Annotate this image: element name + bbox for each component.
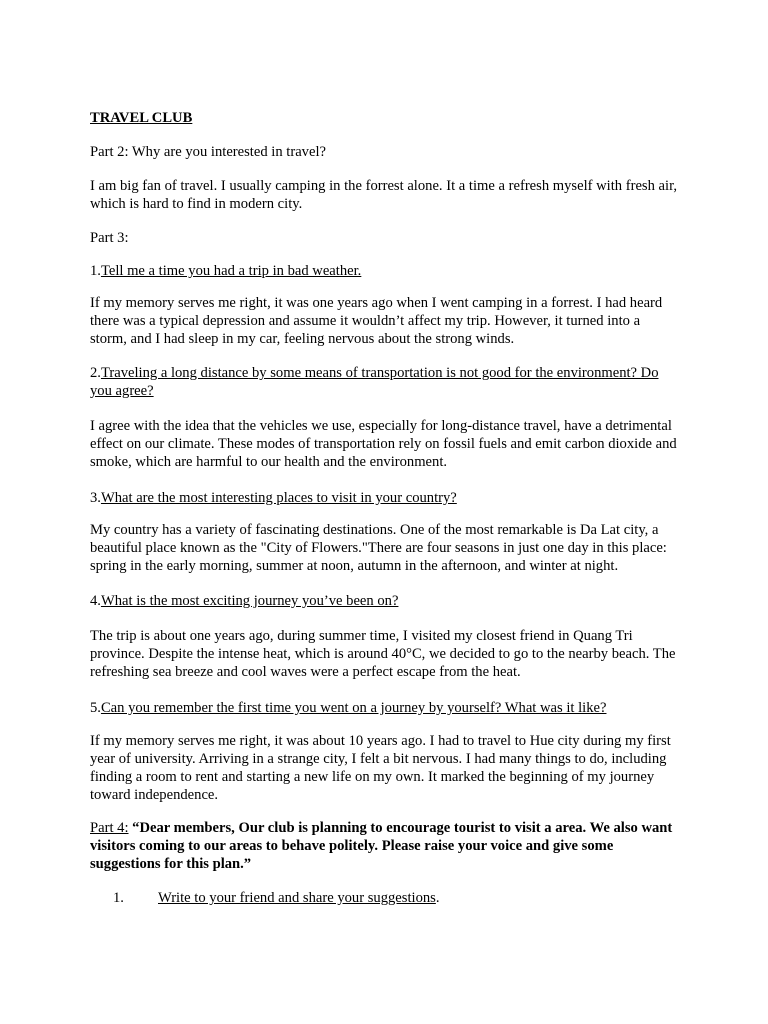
q3-number: 3. (90, 490, 101, 506)
part3-heading: Part 3: (90, 230, 129, 246)
q2-number: 2. (90, 365, 101, 381)
part4-task-text: Write to your friend and share your suggestions (158, 890, 436, 906)
part4-prompt-text: “Dear members, Our club is planning to encourage tourist to visit a area. We also want visitors coming to our areas to behave politely. Please raise your voice and give some suggestions for this plan.” (90, 820, 673, 872)
part4-task-period: . (435, 890, 440, 906)
q4-text: What is the most exciting journey you’ve been on? (100, 593, 399, 609)
q5-text: Can you remember the first time you went on a journey by yourself? What was it like? (100, 700, 607, 716)
part4-prompt (90, 819, 680, 873)
part3-a1: If my memory serves me right, it was one years ago when I went camping in a forrest. I had heard there was a typical depression and assume it wouldn’t affect my trip. However, it turned into a storm, and I had sleep in my car, feeling nervous about the strong winds. (90, 295, 663, 347)
part2-answer: I am big fan of travel. I usually camping in the forrest alone. It a time a refresh myself with fresh air, which is hard to find in modern city. (90, 178, 678, 212)
part3-q3 (90, 489, 680, 507)
q3-text: What are the most interesting places to visit in your country? (100, 490, 457, 506)
q2-text: Traveling a long distance by some means of transportation is not good for the environment? Do you agree? (90, 365, 659, 399)
part4-task (158, 889, 440, 907)
part3-q5 (90, 699, 680, 717)
part3-a2: I agree with the idea that the vehicles we use, especially for long-distance travel, have a detrimental effect on our climate. These modes of transportation rely on fossil fuels and emit carbon dioxide and smoke, which are harmful to our health and the environment. (90, 418, 677, 470)
part4-task-number: 1. (113, 890, 124, 906)
q4-number: 4. (90, 593, 101, 609)
page-title: TRAVEL CLUB (90, 110, 193, 126)
q1-text: Tell me a time you had a trip in bad weather. (100, 263, 362, 279)
part3-a5: If my memory serves me right, it was about 10 years ago. I had to travel to Hue city during my first year of university. Arriving in a strange city, I felt a bit nervous. I had many things to do, including finding a room to rent and starting a new life on my own. It marked the beginning of my journey toward independence. (90, 733, 671, 803)
part3-q4 (90, 592, 680, 610)
part3-q2 (90, 364, 680, 400)
part3-a4: The trip is about one years ago, during summer time, I visited my closest friend in Quang Tri province. Despite the intense heat, which is around 40°C, we decided to go to the nearby beach. The refreshing sea breeze and cool waves were a perfect escape from the heat. (90, 628, 676, 680)
part3-q1 (90, 262, 680, 280)
q5-number: 5. (90, 700, 101, 716)
part3-a3: My country has a variety of fascinating destinations. One of the most remarkable is Da Lat city, a beautiful place known as the "City of Flowers."There are four seasons in just one day in this place: spring in the early morning, summer at noon, autumn in the afternoon, and winter at night. (90, 522, 667, 574)
q1-number: 1. (90, 263, 101, 279)
part2-question: Part 2: Why are you interested in travel? (90, 144, 326, 160)
part4-label: Part 4: (90, 820, 129, 836)
